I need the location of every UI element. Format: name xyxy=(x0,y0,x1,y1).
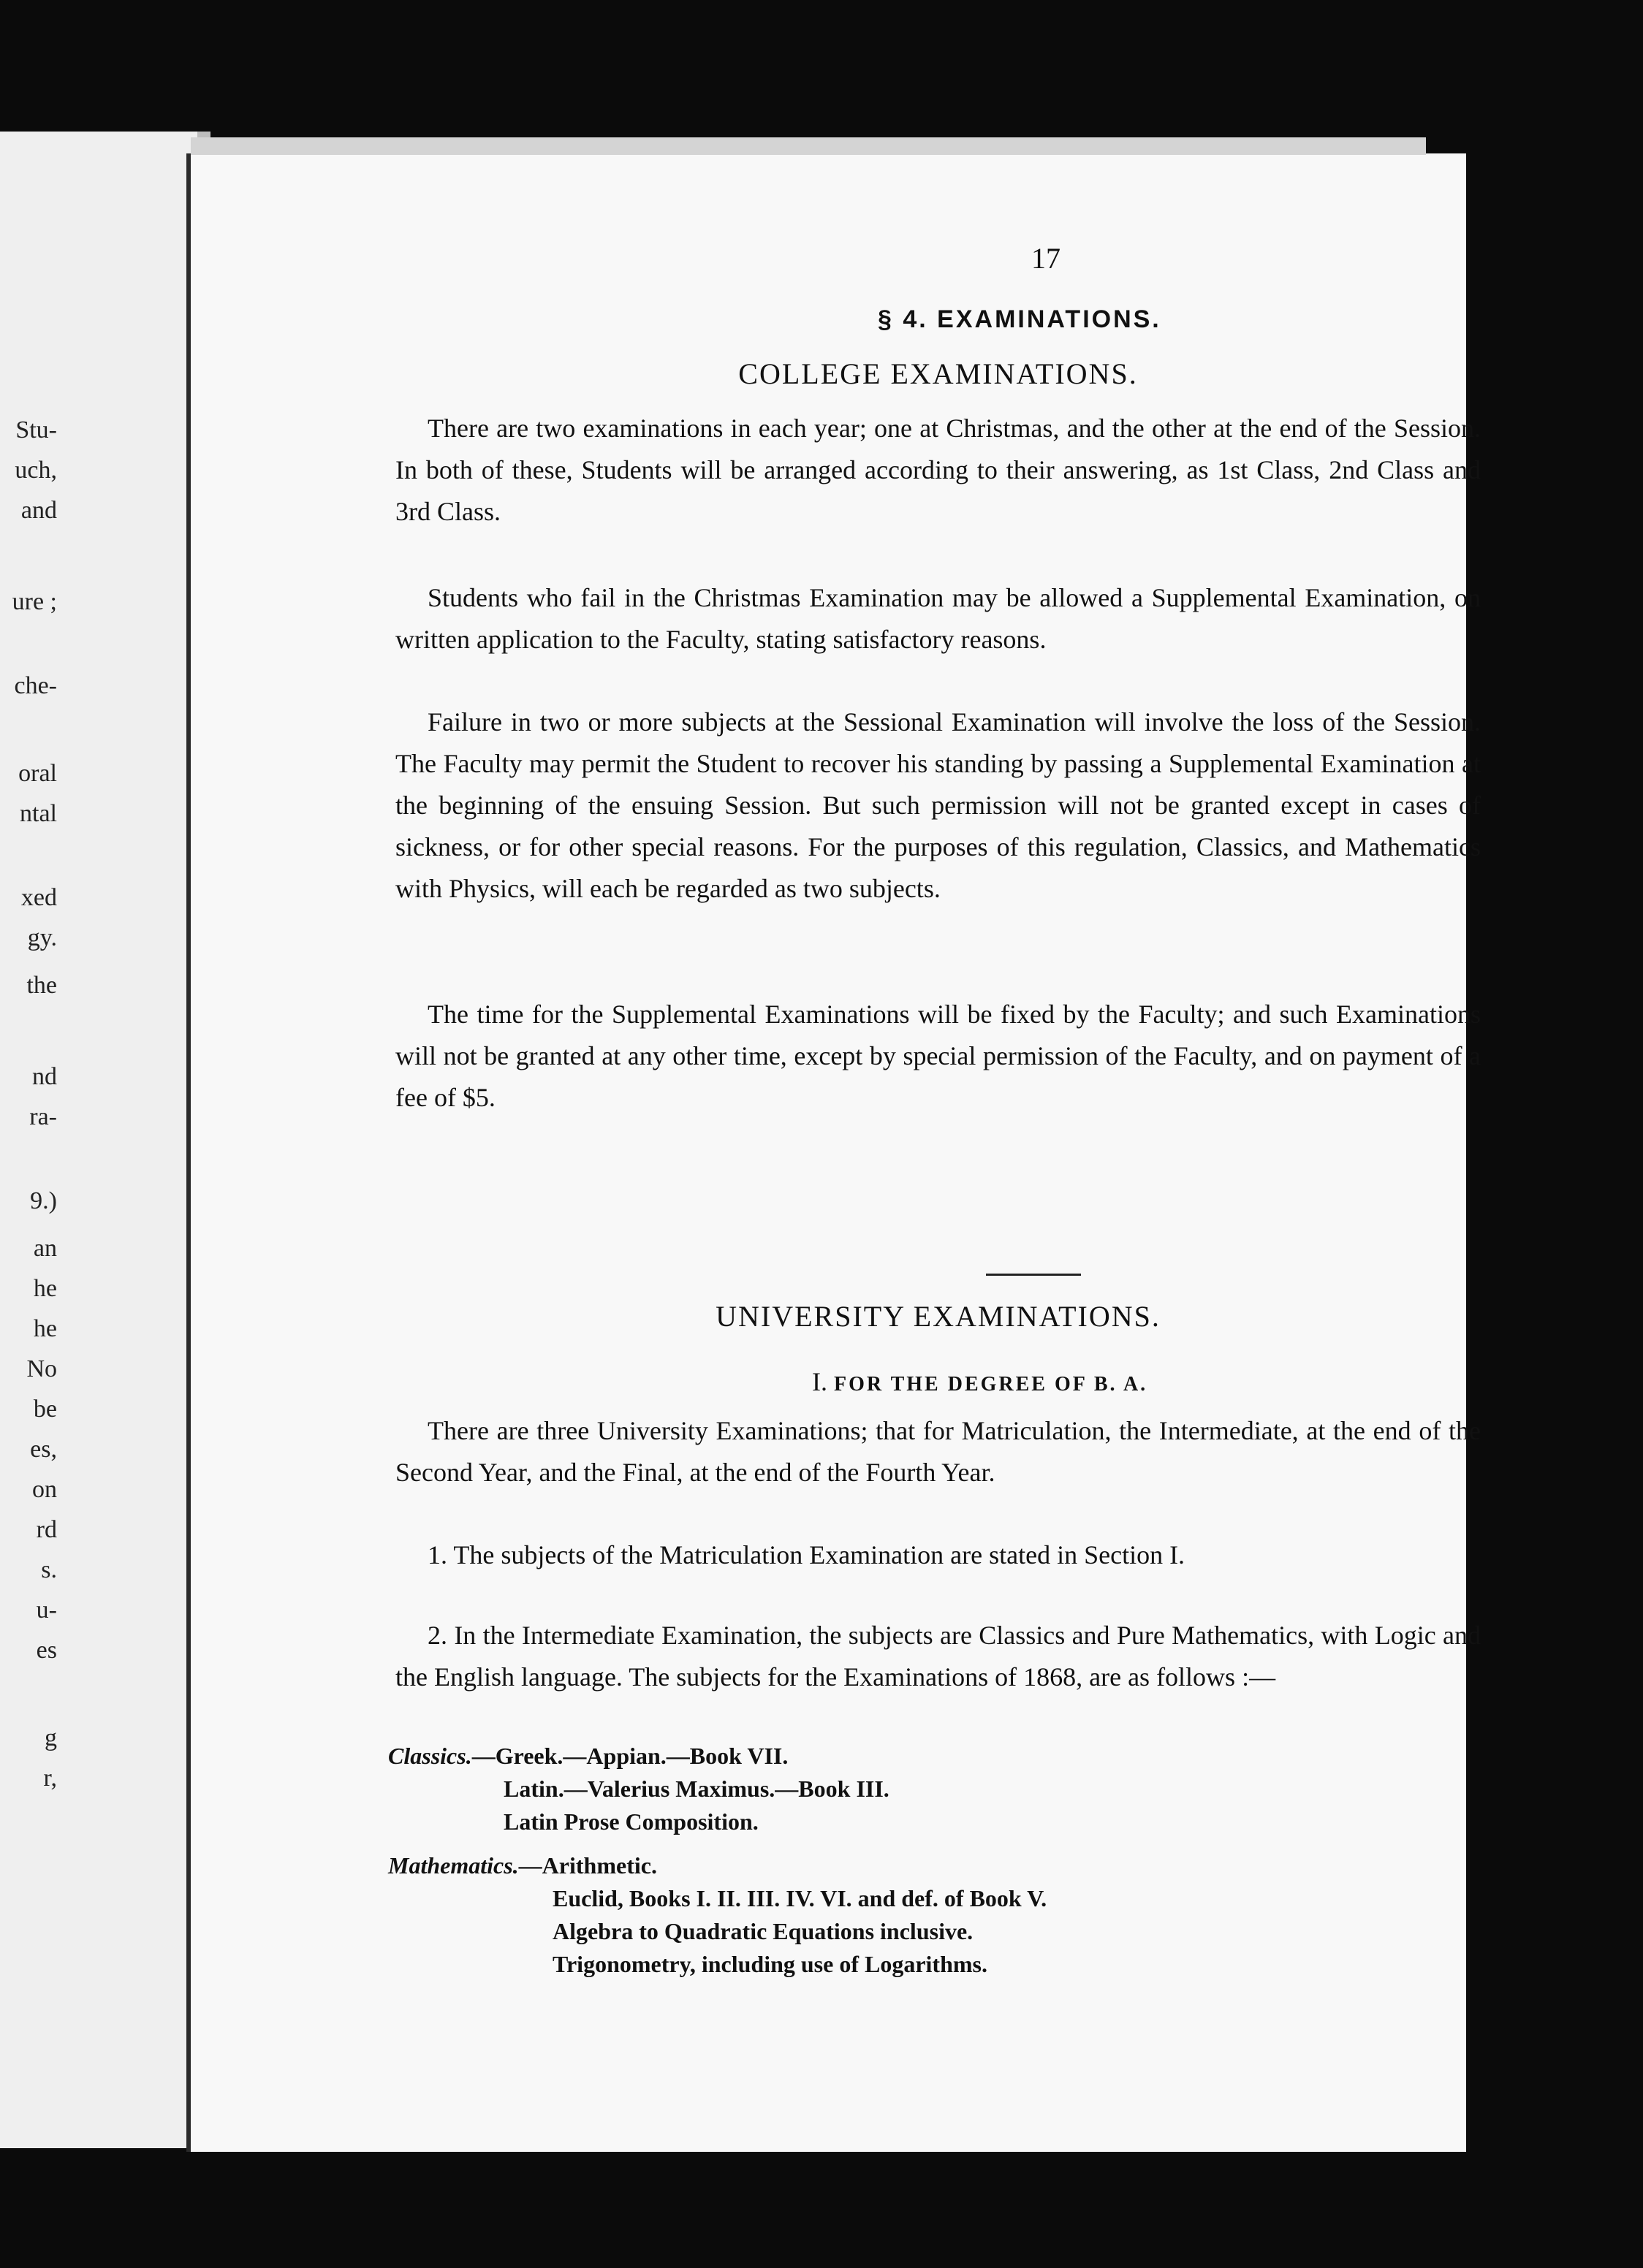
syllabus-line: —Arithmetic. xyxy=(518,1852,657,1879)
book-page xyxy=(186,153,1481,2152)
section-heading: § 4. EXAMINATIONS. xyxy=(878,305,1161,333)
left-fragment: and xyxy=(20,497,57,524)
left-fragment: r, xyxy=(43,1765,57,1792)
university-paragraph: 2. In the Intermediate Examination, the subjects are Classics and Pure Mathematics, with Logic and the English language. The subjects for the Examinations of 1868, are as follows :— xyxy=(395,1621,1481,1692)
left-fragment: ure ; xyxy=(12,588,57,615)
mathematics-label: Mathematics. xyxy=(388,1852,519,1879)
left-fragment: nd xyxy=(32,1063,57,1090)
syllabus-classics xyxy=(388,1743,788,1770)
left-fragment: an xyxy=(33,1235,57,1262)
left-fragment: Stu- xyxy=(15,416,57,444)
degree-numeral: I. xyxy=(812,1367,827,1396)
left-fragment: oral xyxy=(18,760,57,787)
syllabus-line: Latin.—Valerius Maximus.—Book III. xyxy=(504,1776,889,1802)
left-fragment: 9.) xyxy=(30,1187,57,1214)
degree-heading xyxy=(812,1366,1147,1397)
page-stack-edge xyxy=(191,137,1426,155)
left-fragment: he xyxy=(33,1315,57,1342)
page-number: 17 xyxy=(1031,242,1060,275)
syllabus-line: Algebra to Quadratic Equations inclusive. xyxy=(553,1918,974,1944)
college-paragraph: Students who fail in the Christmas Examination may be allowed a Supplemental Examination, on written application to the Faculty, stating satisfactory reasons. xyxy=(395,583,1481,654)
syllabus-line: Euclid, Books I. II. III. IV. VI. and def. of Book V. xyxy=(553,1885,1047,1911)
university-exams-title: UNIVERSITY EXAMINATIONS. xyxy=(716,1300,1161,1333)
syllabus-mathematics xyxy=(388,1852,657,1879)
left-fragment: uch, xyxy=(15,457,57,484)
left-fragment: s. xyxy=(41,1556,57,1583)
syllabus-line: —Greek.—Appian.—Book VII. xyxy=(471,1743,789,1769)
left-fragment: No xyxy=(26,1355,57,1382)
left-fragment: u- xyxy=(36,1597,57,1624)
college-paragraph: The time for the Supplemental Examinations will be fixed by the Faculty; and such Examinations will not be granted at any other time, except by special permission of the Faculty, and on payment of a fee of $5. xyxy=(395,1000,1481,1112)
syllabus-line: Latin Prose Composition. xyxy=(504,1808,759,1835)
college-paragraph: There are two examinations in each year; one at Christmas, and the other at the end of the Session. In both of these, Students will be arranged according to their answering, as 1st Class, 2nd Class and 3rd Class. xyxy=(395,414,1481,526)
degree-title: FOR THE DEGREE OF B. A. xyxy=(834,1373,1148,1396)
left-fragment: ntal xyxy=(20,800,57,827)
left-fragment: the xyxy=(26,972,57,999)
college-exams-title: COLLEGE EXAMINATIONS. xyxy=(738,357,1138,390)
university-paragraph: There are three University Examinations; that for Matriculation, the Intermediate, at the end of the Second Year, and the Final, at the end of the Fourth Year. xyxy=(395,1416,1481,1487)
section-divider xyxy=(986,1274,1081,1276)
left-fragment: on xyxy=(32,1476,57,1503)
left-fragment: be xyxy=(33,1396,57,1423)
left-fragment: g xyxy=(45,1724,57,1751)
left-fragment: es, xyxy=(30,1436,57,1463)
left-fragment: xed xyxy=(20,884,57,911)
left-fragment: ra- xyxy=(29,1103,57,1130)
left-page xyxy=(0,132,208,2148)
left-fragment: es xyxy=(36,1637,57,1664)
classics-label: Classics. xyxy=(388,1743,472,1769)
university-paragraph: 1. The subjects of the Matriculation Examination are stated in Section I. xyxy=(428,1540,1185,1569)
college-paragraph: Failure in two or more subjects at the Sessional Examination will involve the loss of the Session. The Faculty may permit the Student to recover his standing by passing a Supplemental Examination at the beginning of the ensuing Session. But such permission will not be granted except in cases of sickness, or for other special reasons. For the purposes of this regulation, Classics, and Mathematics with Physics, will each be regarded as two subjects. xyxy=(395,707,1481,903)
left-fragment: rd xyxy=(36,1516,57,1543)
left-fragment: he xyxy=(33,1275,57,1302)
syllabus-line: Trigonometry, including use of Logarithms. xyxy=(553,1951,987,1977)
left-fragment: che- xyxy=(14,672,57,699)
left-fragment: gy. xyxy=(27,924,57,951)
